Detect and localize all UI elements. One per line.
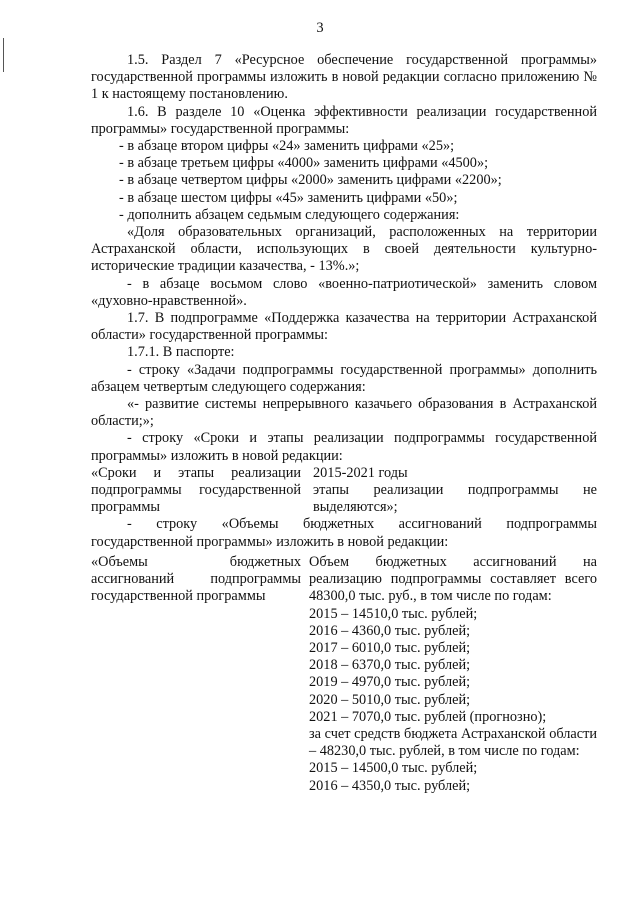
budget-year-row: 2016 – 4350,0 тыс. рублей; — [309, 777, 471, 794]
terms-table-right — [301, 465, 597, 517]
budget-year-row: 2015 – 14500,0 тыс. рублей; — [309, 760, 478, 777]
year-row: 2015 – 14510,0 тыс. рублей; — [309, 605, 478, 622]
terms-stages: этапы реализации подпрограммы не выделяются»; — [313, 482, 597, 516]
list-item: - в абзаце втором цифры «24» заменить цифрами «25»; — [119, 138, 455, 155]
paragraph-1-7: 1.7. В подпрограмме «Поддержка казачества на территории Астраханской области» государственной программы: — [91, 310, 597, 344]
quote-share: «Доля образовательных организаций, расположенных на территории Астраханской области, использующих в своей деятельности культурно-исторические традиции казачества, - 13%.»; — [91, 224, 597, 275]
list-item: - в абзаце шестом цифры «45» заменить цифрами «50»; — [119, 189, 458, 206]
year-row: 2021 – 7070,0 тыс. рублей (прогнозно); — [309, 708, 547, 725]
year-row: 2017 – 6010,0 тыс. рублей; — [309, 639, 471, 656]
quote-education: «- развитие системы непрерывного казачьего образования в Астраханской области;»; — [91, 396, 597, 430]
volumes-table — [91, 554, 597, 795]
paragraph-eighth: - в абзаце восьмом слово «военно-патриотической» заменить словом «духовно-нравственной». — [91, 275, 597, 309]
list-item: - в абзаце третьем цифры «4000» заменить цифрами «4500»; — [119, 155, 489, 172]
paragraph-1-6: 1.6. В разделе 10 «Оценка эффективности реализации государственной программы» государственной программы: — [91, 103, 597, 137]
budget-intro: за счет средств бюджета Астраханской области – 48230,0 тыс. рублей, в том числе по годам: — [309, 725, 597, 760]
terms-table-left: «Сроки и этапы реализации подпрограммы государственной программы — [91, 464, 301, 516]
year-row: 2020 – 5010,0 тыс. рублей; — [309, 691, 471, 708]
year-row: 2018 – 6370,0 тыс. рублей; — [309, 657, 471, 674]
volumes-table-left: «Объемы бюджетных ассигнований подпрограммы государственной программы — [91, 553, 301, 605]
terms-table — [91, 465, 597, 517]
edge-mark — [3, 38, 4, 72]
paragraph-volumes: - строку «Объемы бюджетных ассигнований подпрограммы государственной программы» изложить в новой редакции: — [91, 516, 597, 550]
terms-years: 2015-2021 годы — [313, 464, 408, 481]
paragraph-tasks: - строку «Задачи подпрограммы государственной программы» дополнить абзацем четвертым следующего содержания: — [91, 361, 597, 395]
year-row: 2016 – 4360,0 тыс. рублей; — [309, 622, 471, 639]
list-item: - дополнить абзацем седьмым следующего содержания: — [119, 206, 460, 223]
volumes-intro: Объем бюджетных ассигнований на реализацию подпрограммы составляет всего 48300,0 тыс. руб., в том числе по годам: — [309, 553, 597, 605]
list-item: - в абзаце четвертом цифры «2000» заменить цифрами «2200»; — [119, 172, 502, 189]
paragraph-1-5: 1.5. Раздел 7 «Ресурсное обеспечение государственной программы» государственной программы изложить в новой редакции согласно приложению № 1 к настоящему постановлению. — [91, 52, 597, 103]
page-number: 3 — [316, 20, 324, 36]
paragraph-1-7-1: 1.7.1. В паспорте: — [127, 344, 235, 361]
document-body — [91, 52, 597, 795]
volumes-table-right — [301, 554, 597, 795]
year-row: 2019 – 4970,0 тыс. рублей; — [309, 674, 471, 691]
paragraph-terms: - строку «Сроки и этапы реализации подпрограммы государственной программы» изложить в новой редакции: — [91, 430, 597, 464]
